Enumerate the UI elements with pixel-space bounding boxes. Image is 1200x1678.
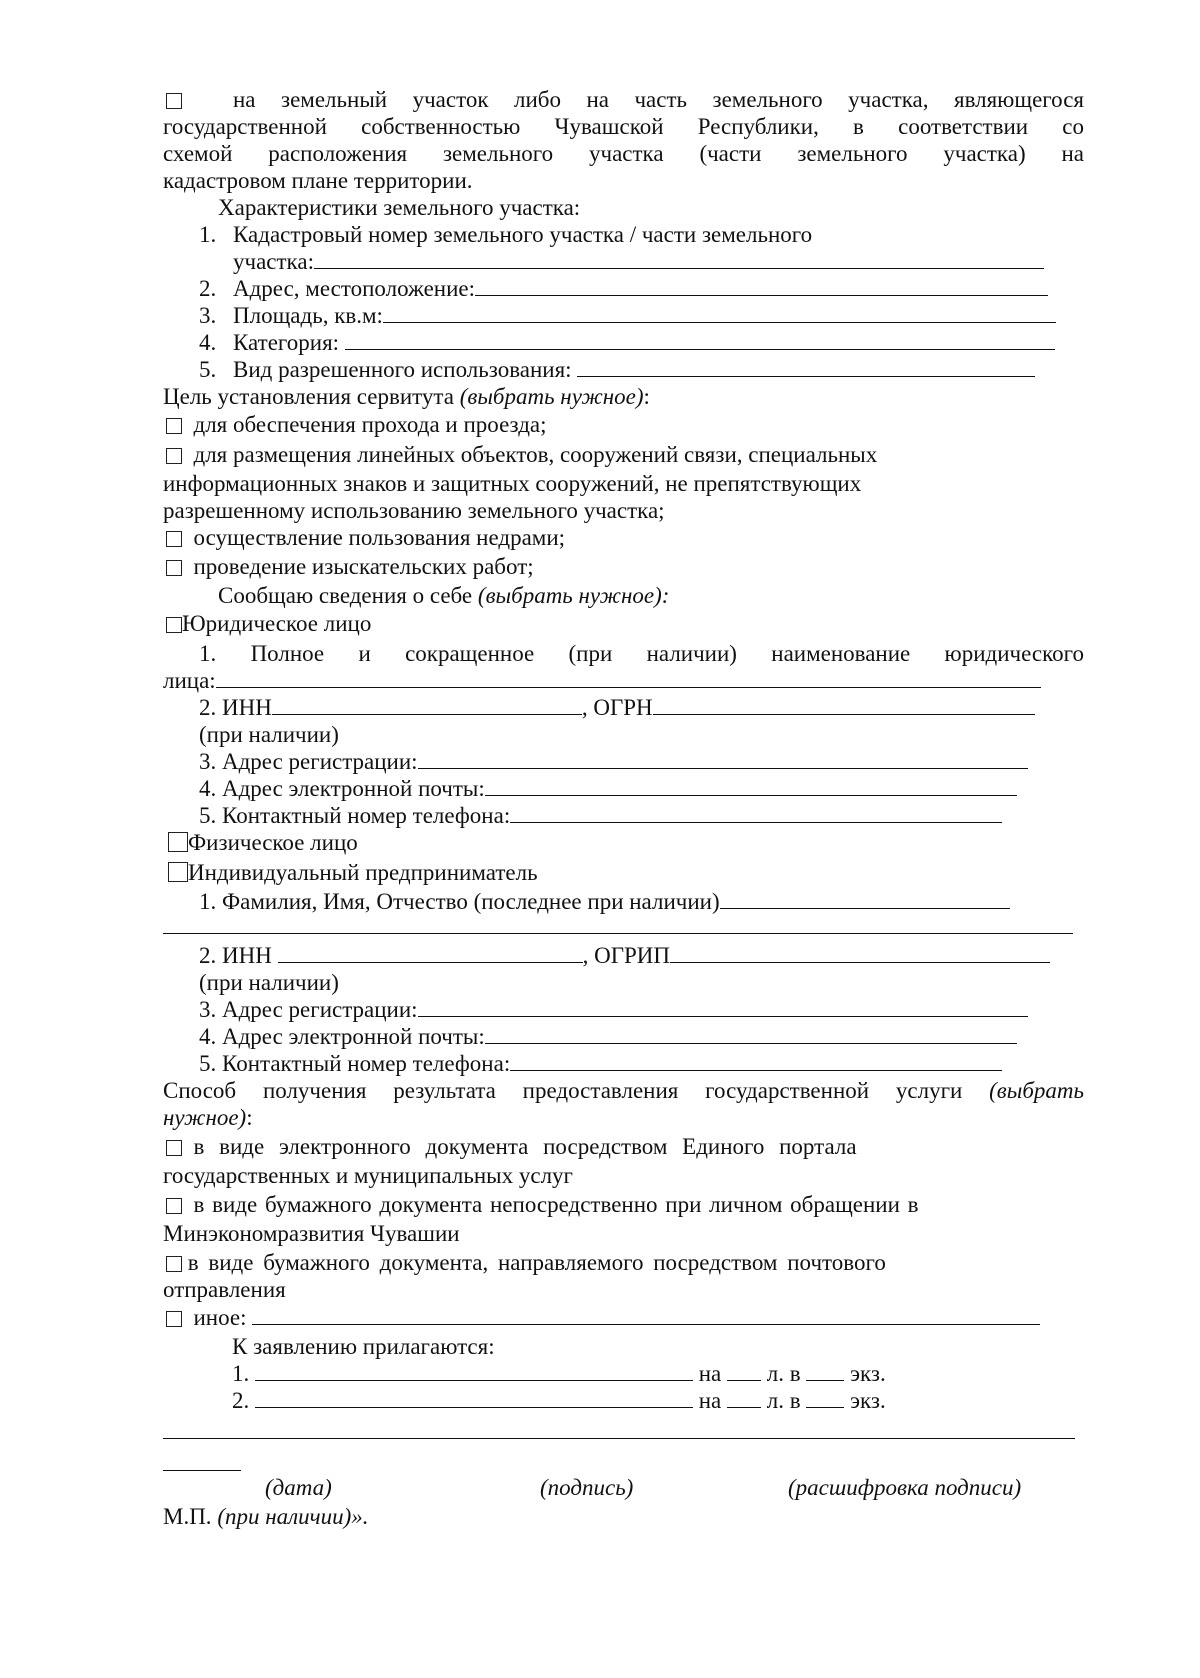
purpose-linear-checkbox[interactable] [166,448,182,464]
le-reg-address-field[interactable] [418,749,1028,769]
result-other-checkbox[interactable] [166,1311,182,1327]
purpose-option-passage: для обеспечения прохода и проезда; [166,411,547,438]
ip-fio-field[interactable] [720,889,1010,909]
le-phone-field[interactable] [510,803,1002,823]
ip-inn-ogrip: 2. ИНН , ОГРИП [199,942,1050,969]
le-phone: 5. Контактный номер телефона: [199,802,1002,829]
individual-option: Физическое лицо [168,829,358,856]
signature-line-tail [163,1470,241,1471]
result-heading-line-1: Способ получения результата предоставления государственной услуги (выбрать [163,1078,1084,1103]
char-item-area: 3. Площадь, кв.м: [199,302,1056,329]
ip-reg-address: 3. Адрес регистрации: [199,996,1028,1023]
permitted-use-field[interactable] [577,357,1035,377]
legal-entity-option: Юридическое лицо [166,610,371,637]
attachment-1-sheets-field[interactable] [727,1361,761,1381]
result-other-field[interactable] [252,1305,1040,1325]
result-heading-line-2: нужное): [163,1105,253,1130]
le-inn-field[interactable] [272,695,582,715]
entrepreneur-checkbox[interactable] [168,862,188,882]
le-email-field[interactable] [485,776,1017,796]
characteristics-heading: Характеристики земельного участка: [218,195,581,220]
ip-fio: 1. Фамилия, Имя, Отчество (последнее при наличии) [199,888,1010,915]
purpose-option-survey: проведение изыскательских работ; [166,553,534,580]
land-plot-line-2: государственной собственностью Чувашской Республики, в соответствии со [163,114,1084,139]
result-paper-mail-checkbox[interactable] [166,1256,182,1272]
char-item-cadastral: 1. Кадастровый номер земельного участка / части земельного [199,222,813,247]
le-reg-address: 3. Адрес регистрации: [199,748,1028,775]
le-ogrn-field[interactable] [653,695,1035,715]
address-field[interactable] [475,276,1048,296]
char-item-permitted-use: 5. Вид разрешенного использования: [199,356,1035,383]
attachment-row-1: 1. на л. в экз. [232,1361,886,1386]
attachment-2-name-field[interactable] [255,1388,693,1408]
purpose-option-linear-l3: разрешенному использованию земельного участка; [163,498,665,523]
signature-sign-label: (подпись) [540,1475,634,1500]
le-inn-ogrn: 2. ИНН , ОГРН [199,694,1035,721]
le-name-line-2: лица: [163,667,1041,694]
purpose-subsoil-checkbox[interactable] [166,531,182,547]
le-if-any: (при наличии) [199,722,339,747]
land-plot-line-1 [166,86,1084,113]
result-electronic-checkbox[interactable] [166,1140,182,1156]
seal-note: М.П. (при наличии)». [163,1504,369,1529]
purpose-option-linear: для размещения линейных объектов, сооружений связи, специальных [166,441,877,468]
result-option-electronic-l2: государственных и муниципальных услуг [163,1163,573,1188]
result-option-paper-personal-l2: Минэкономразвития Чувашии [163,1221,460,1246]
purpose-option-linear-l2: информационных знаков и защитных сооружений, не препятствующих [163,471,862,496]
result-option-paper-mail: в виде бумажного документа, направляемого посредством почтового [166,1249,886,1276]
ip-if-any: (при наличии) [199,970,339,995]
ip-phone-field[interactable] [510,1051,1002,1071]
result-option-other: иное: [166,1304,1040,1331]
attachment-1-copies-field[interactable] [806,1361,844,1381]
entrepreneur-option: Индивидуальный предприниматель [168,859,538,886]
attachments-heading: К заявлению прилагаются: [232,1334,495,1359]
attachment-1-name-field[interactable] [255,1361,693,1381]
land-plot-checkbox[interactable] [166,93,182,109]
le-email: 4. Адрес электронной почты: [199,775,1017,802]
ip-email: 4. Адрес электронной почты: [199,1023,1017,1050]
char-item-address: 2. Адрес, местоположение: [199,275,1048,302]
ip-ogrip-field[interactable] [670,943,1050,963]
result-option-paper-personal: в виде бумажного документа непосредственно при личном обращении в [166,1191,919,1218]
ip-phone: 5. Контактный номер телефона: [199,1050,1002,1077]
purpose-heading: Цель установления сервитута (выбрать нужное): [163,384,650,409]
land-plot-line-3: схемой расположения земельного участка (части земельного участка) на [163,141,1084,166]
char-item-category: 4. Категория: [199,329,1055,356]
purpose-passage-checkbox[interactable] [166,418,182,434]
purpose-option-subsoil: осуществление пользования недрами; [166,524,565,551]
result-paper-personal-checkbox[interactable] [166,1198,182,1214]
le-name-line-1: 1. Полное и сокращенное (при наличии) наименование юридического [199,641,1084,666]
land-plot-text: на земельный участок либо на часть земельного участка, являющегося [232,87,1084,112]
ip-fio-field-line-2[interactable] [163,933,1073,934]
attachment-2-copies-field[interactable] [806,1388,844,1408]
ip-email-field[interactable] [485,1024,1017,1044]
legal-entity-checkbox[interactable] [166,617,182,633]
signature-decoding-label: (расшифровка подписи) [788,1475,1022,1500]
purpose-survey-checkbox[interactable] [166,560,182,576]
char-item-cadastral-cont: участка: [233,248,1044,275]
signature-date-label: (дата) [265,1475,332,1500]
category-field[interactable] [345,330,1055,350]
attachment-row-2: 2. на л. в экз. [232,1388,886,1413]
ip-reg-address-field[interactable] [418,997,1028,1017]
attachment-2-sheets-field[interactable] [727,1388,761,1408]
signature-line[interactable] [163,1438,1075,1439]
land-plot-line-4: кадастровом плане территории. [163,168,473,193]
individual-checkbox[interactable] [168,832,188,852]
le-name-field[interactable] [216,668,1041,688]
cadastral-number-field[interactable] [314,249,1044,269]
result-option-paper-mail-l2: отправления [163,1277,286,1302]
applicant-heading: Сообщаю сведения о себе (выбрать нужное): [218,583,670,608]
ip-inn-field[interactable] [278,943,583,963]
result-option-electronic: в виде электронного документа посредством Единого портала [166,1133,948,1160]
area-field[interactable] [383,303,1056,323]
